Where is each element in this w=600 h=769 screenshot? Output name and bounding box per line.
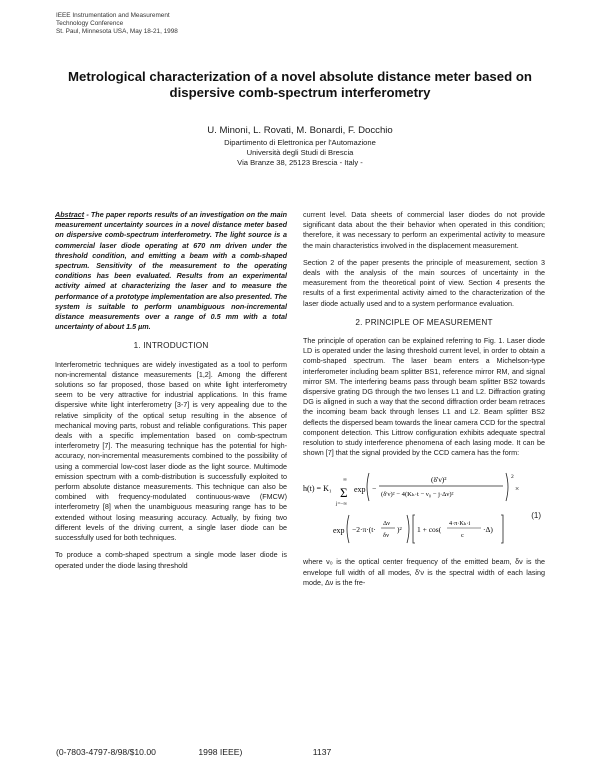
cosine-denominator: c (461, 532, 464, 540)
sum-symbol: Σ (340, 485, 348, 501)
equation-number: (1) (531, 511, 541, 521)
title-line-1: Metrological characterization of a novel absolute distance meter based on (68, 69, 532, 84)
body-paragraph-1: current level. Data sheets of commercial laser diodes do not provide significant data about the their behavior when operated in this condition; therefore, it was necessary to perform an experimental activity to measure the main characteristics involved in the displacement measurement. (303, 210, 545, 250)
multiply-sign: × (515, 484, 520, 494)
conference-line: St. Paul, Minnesota USA, May 18-21, 1998 (56, 28, 178, 36)
square-bracket-left (413, 515, 415, 543)
affiliation-university: Università degli Studi di Brescia (246, 147, 354, 157)
intro-paragraph-1: Interferometric techniques are widely investigated as a tool to perform non-incremental distance measurements [1,2]. Among the different solutions so far proposed, those based on white light interferometry seem to be very attractive for industrial applications. In this frame dispersive white light interferometry [3-7] is very appealing due to the relative simplicity of the optical setup resulting in the absence of mechanical moving parts, robust and reliable configurations. This paper deals with a specific implementation based on comb-spectrum interferometry [7]. The measuring technique has the potential for high-accuracy, non-incremental measurements combined to the possibility of using a commercial low-cost laser diode as the light source. Multimode emission spectrum with a comb-distribution is successfully exploited to perform absolute distance measurements. This technique can also be combined with frequency-modulated continuous-wave (FMCW) interferometry [8] when the unambiguous measuring range has to be extended without losing measuring accuracy. Actually, by fixing two different levels of the driving current, a single laser diode can be successfully used for both techniques. (55, 359, 287, 543)
exp-function: exp (354, 485, 366, 495)
cosine-numerator: 4·π·Kₕ·i (449, 520, 471, 528)
footer-copyright-text: 1998 IEEE (198, 747, 240, 757)
right-column (303, 210, 545, 595)
abstract-text: - The paper reports results of an investigation on the main measurement uncertainty sources in a novel distance meter based on dispersive comb-spectrum interferometry. The light source is a commercial laser diode operating at 670 nm driven under the threshold condition, and emitting a beam with a comb-shaped spectrum. Sensitivity of the measurement to the operating conditions has been evaluated. Results from an experimental activity aimed at characterizing the laser and to measure the performance of a prototype implementation are also presented. The system is suitable to perform unambiguous non-incremental distance measurements over a range of 0.5 mm with a total uncertainty of about 1.5 µm. (55, 210, 287, 332)
footer-isbn: (0-7803-4797-8/98/$10.00 (56, 747, 156, 757)
abstract-label: Abstract (55, 210, 85, 219)
affiliation-department: Dipartimento di Elettronica per l'Automazione (224, 138, 376, 147)
body-paragraph-4: where ν₀ is the optical center frequency of the emitted beam, δν is the envelope full width of all modes, δ'ν is the spectral width of each lasing mode, Δν is the fre- (303, 557, 545, 587)
left-column (55, 210, 287, 578)
cosine-tail: ·Δ) (483, 525, 493, 535)
equation-lhs: h(t) = K₁ (303, 484, 332, 494)
equation-1 (303, 465, 545, 551)
exponent-power: 2 (511, 474, 514, 481)
footer-copyright: 1998 IEEE) (198, 747, 243, 757)
affiliation (40, 138, 560, 167)
body-paragraph-2: Section 2 of the paper presents the principle of measurement, section 3 deals with the analysis of the main sources of uncertainty in the measurement from the theoretical point of view. Section 4 presents the results of a first experimental activity aimed to the characterization of the laser diode actually used and to a system performance evaluation. (303, 257, 545, 308)
envelope-numerator: Δν (383, 520, 391, 528)
body-paragraph-3: The principle of operation can be explained referring to Fig. 1. Laser diode LD is operated under the lasing threshold current level, in order to obtain a comb-shaped spectrum. The laser beam enters a Michelson-type interferometer including beam splitter BS1, reference mirror RM, and signal mirror SM. The interfering beams pass through beam splitter BS2 towards dispersive grating DG through the two lenses L1 and L2. Diffraction grating DG is aligned in such a way that the second diffraction order beam retraces the incoming beam back through lenses L1 and L2. Beam splitter BS2 deflects the dispersed beam towards the linear camera CCD for the spectral component detection. This Littrow configuration exhibits adequate spectral resolution to study interference phenomena of each lasing mode. It can be shown [7] that the signal provided by the CCD camera has the form: (303, 336, 545, 458)
conference-line: IEEE Instrumentation and Measurement (56, 12, 170, 19)
envelope-term: −2·π·(t· (352, 525, 376, 535)
footer-isbn-code: 0-7803-4797-8/98/$10.00 (58, 747, 156, 757)
author-list: U. Minoni, L. Rovati, M. Bonardi, F. Docchio (207, 125, 393, 136)
bracket-left (347, 515, 349, 543)
bracket-right (407, 515, 409, 543)
intro-paragraph-2: To produce a comb-shaped spectrum a single mode laser diode is operated under the diode lasing threshold (55, 550, 287, 570)
conference-line: Technology Conference (56, 20, 124, 28)
paper-title (40, 69, 560, 101)
conference-header (56, 12, 276, 37)
paren-left (367, 473, 369, 501)
cosine-term: 1 + cos( (417, 525, 442, 535)
section-heading-introduction: 1. INTRODUCTION (133, 341, 209, 351)
envelope-close: )² (397, 525, 402, 535)
title-line-2: dispersive comb-spectrum interferometry (169, 85, 431, 100)
page-footer (56, 747, 331, 757)
square-bracket-right (501, 515, 503, 543)
section-heading-principle: 2. PRINCIPLE OF MEASUREMENT (355, 317, 493, 327)
sum-upper-limit: ∞ (343, 477, 347, 484)
envelope-denominator: δν (383, 532, 390, 540)
page-number: 1137 (312, 747, 332, 757)
equation-graphic (303, 465, 525, 551)
numerator: (δ'ν)² (431, 475, 447, 485)
affiliation-address: Via Branze 38, 25123 Brescia - Italy - (237, 157, 363, 167)
abstract (55, 210, 287, 332)
denominator: (δ'ν)² − 4(Kₕ·t − ν₀ − j·Δν)² (381, 491, 454, 499)
paren-right (506, 473, 508, 501)
sum-index: j=−∞ (336, 501, 347, 508)
minus-sign: − (372, 484, 377, 494)
exp-envelope: exp (333, 526, 345, 536)
